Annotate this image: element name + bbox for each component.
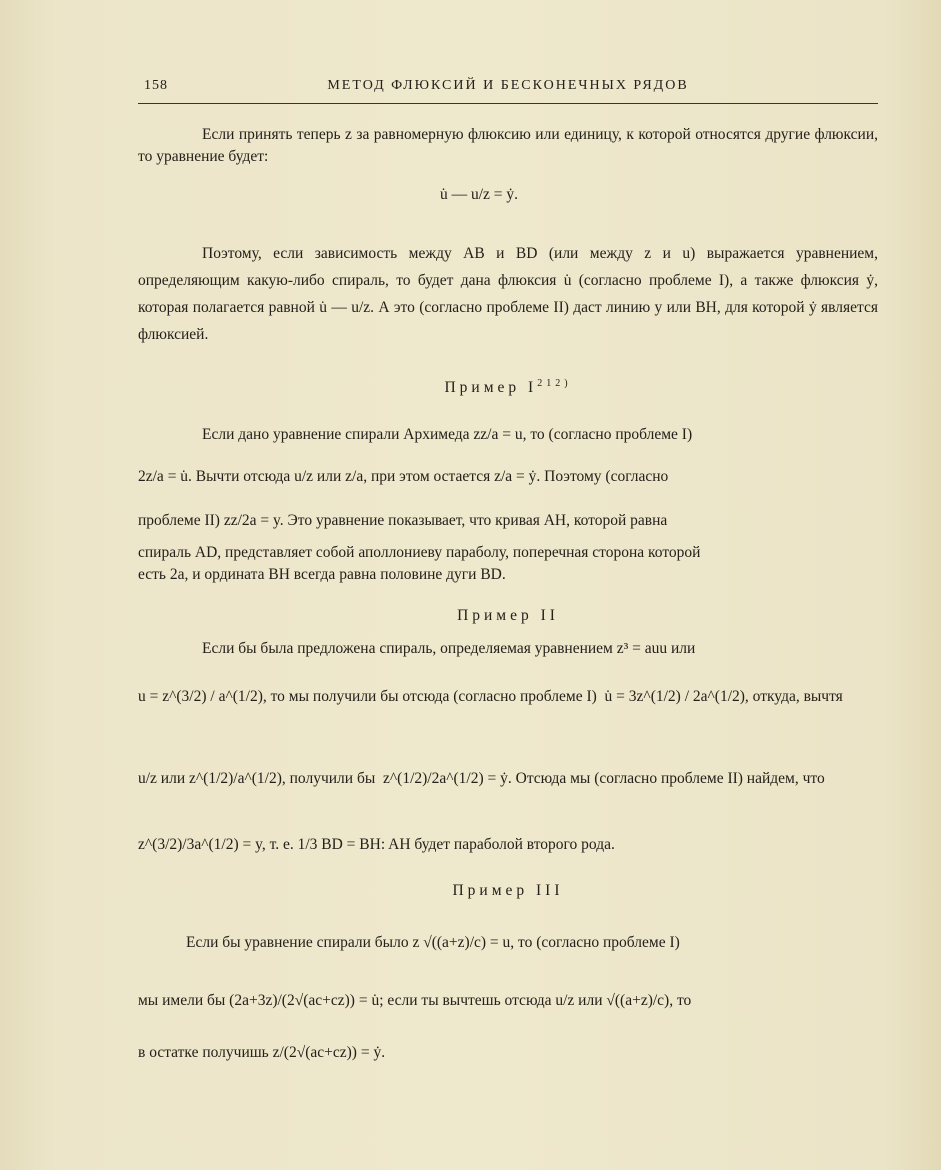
example-1-line-1: Если дано уравнение спирали Архимеда zz/a = u, то (согласно проблеме I) <box>202 426 693 443</box>
intro-paragraph-1: Если принять теперь z за равномерную флюксию или единицу, к которой относятся другие флюксии, то уравнение будет: <box>138 126 878 165</box>
example-1-line-3: проблеме II) zz/2a = y. Это уравнение показывает, что кривая AH, которой равна <box>138 512 668 529</box>
equation-1: u̇ — u/z = ẏ. <box>440 186 519 203</box>
example-3-heading: Пример III <box>452 882 564 899</box>
page-header <box>138 72 878 96</box>
example-3-line-1: Если бы уравнение спирали было z √((a+z)/c) = u, то (согласно проблеме I) <box>186 934 680 951</box>
example-3-line-3: в остатке получишь z/(2√(ac+cz)) = ẏ. <box>138 1044 386 1061</box>
example-2-line-1: Если бы была предложена спираль, определяемая уравнением z³ = auu или <box>202 640 696 657</box>
example-1-line-2: 2z/a = u̇. Вычти отсюда u/z или z/a, при этом остается z/a = ẏ. Поэтому (согласно <box>138 468 669 485</box>
intro-paragraph-2: Поэтому, если зависимость между AB и BD (или между z и u) выражается уравнением, определяющим какую-либо спираль, то будет дана флюксия u̇ (согласно проблеме I), а также флюксия ẏ, которая полагается равной u̇ — u/z. А это (согласно проблеме II) даст линию y или BH, для которой ẏ является флюксией. <box>138 245 878 343</box>
example-3-line-2: мы имели бы (2a+3z)/(2√(ac+cz)) = u̇; если ты вычтешь отсюда u/z или √((a+z)/c), то <box>138 992 692 1009</box>
example-1-heading: Пример $I^{212)}$ <box>444 378 572 397</box>
example-2-heading: Пример II <box>457 607 559 624</box>
example-2-line-4: z^(3/2)/3a^(1/2) = y, т. е. 1/3 BD = BH: AH будет параболой второго рода. <box>138 836 615 853</box>
header-rule <box>138 103 878 104</box>
example-1-line-5: есть 2a, и ордината BH всегда равна половине дуги BD. <box>138 566 506 583</box>
example-2-line-2: u = z^(3/2) / a^(1/2), то мы получили бы отсюда (согласно проблеме I) u̇ = 3z^(1/2) / 2a^(1/2), откуда, вычтя <box>138 688 843 705</box>
page-number: 158 <box>144 78 168 93</box>
running-title: МЕТОД ФЛЮКСИЙ И БЕСКОНЕЧНЫХ РЯДОВ <box>327 78 689 93</box>
example-1-line-4: спираль AD, представляет собой аполлониеву параболу, поперечная сторона которой <box>138 544 701 561</box>
example-2-line-3: u/z или z^(1/2)/a^(1/2), получили бы z^(1/2)/2a^(1/2) = ẏ. Отсюда мы (согласно проблеме II) найдем, что <box>138 770 825 787</box>
